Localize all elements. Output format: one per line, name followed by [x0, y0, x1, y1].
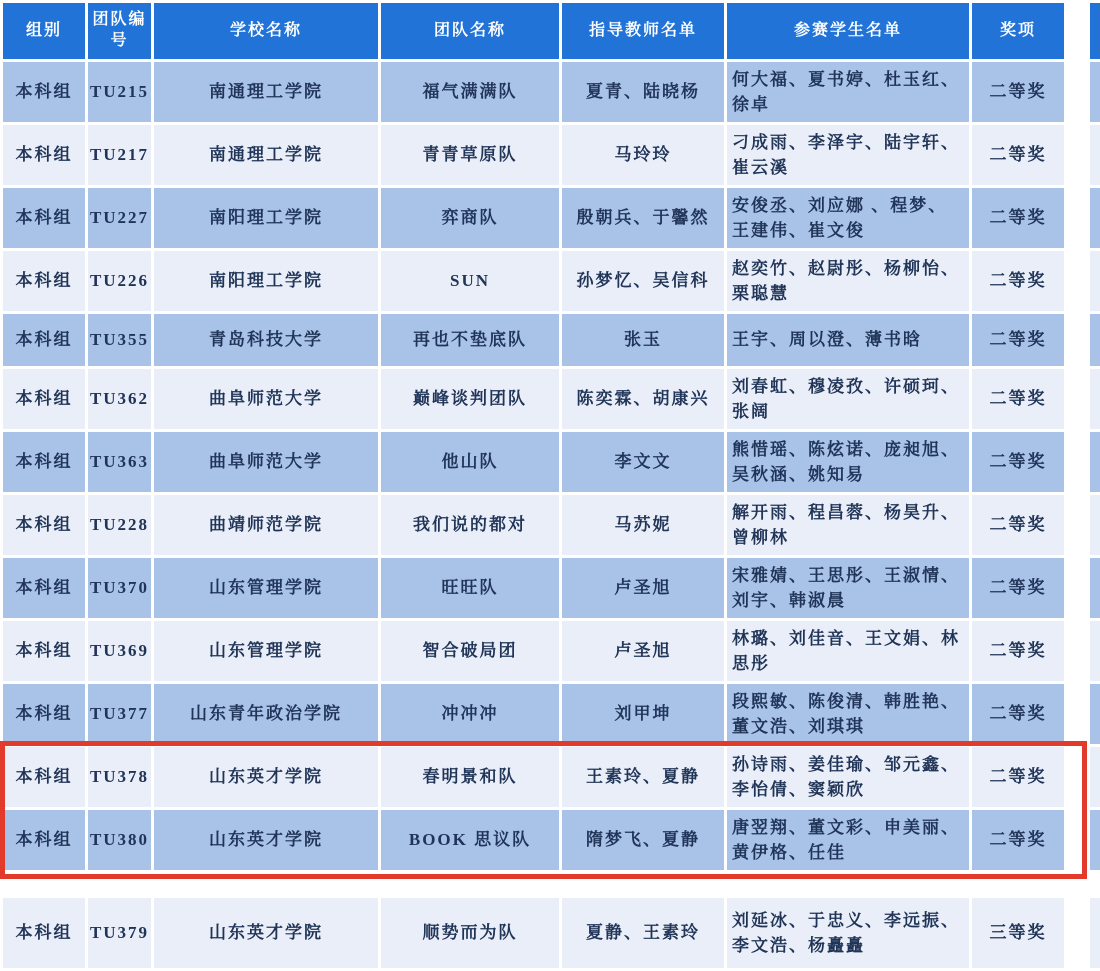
table-row	[3, 684, 1100, 744]
cropped-column-cell	[1090, 62, 1100, 122]
cell-award: 二等奖	[972, 251, 1064, 311]
cell-school: 南通理工学院	[154, 62, 378, 122]
cell-award: 二等奖	[972, 369, 1064, 429]
header-group: 组别	[3, 3, 85, 59]
cell-team-name: 再也不垫底队	[381, 314, 559, 366]
header-team-id: 团队编号	[88, 3, 151, 59]
row-spacer	[1067, 621, 1087, 681]
cell-group: 本科组	[3, 495, 85, 555]
header-team-name: 团队名称	[381, 3, 559, 59]
cell-school: 南阳理工学院	[154, 251, 378, 311]
header-students: 参赛学生名单	[727, 3, 969, 59]
table-row	[3, 188, 1100, 248]
header-spacer	[1067, 3, 1087, 59]
table-row	[3, 369, 1100, 429]
row-spacer	[1067, 898, 1087, 968]
row-spacer	[1067, 684, 1087, 744]
table-row	[3, 747, 1100, 807]
table-row	[3, 898, 1100, 968]
cell-students: 安俊丞、刘应娜 、程梦、王建伟、崔文俊	[727, 188, 969, 248]
cell-award: 二等奖	[972, 684, 1064, 744]
cell-school: 曲靖师范学院	[154, 495, 378, 555]
cell-students: 唐翌翔、董文彩、申美丽、黄伊格、任佳	[727, 810, 969, 870]
cell-team-name: 弈商队	[381, 188, 559, 248]
cropped-column-cell	[1090, 125, 1100, 185]
cell-students: 熊惜瑶、陈炫诺、庞昶旭、吴秋涵、姚知易	[727, 432, 969, 492]
row-spacer	[1067, 495, 1087, 555]
cell-award: 二等奖	[972, 314, 1064, 366]
cell-team-name: 巅峰谈判团队	[381, 369, 559, 429]
cell-students: 刘春虹、穆凌孜、许硕珂、张阔	[727, 369, 969, 429]
cell-team-id: TU378	[88, 747, 151, 807]
cell-students: 刘延冰、于忠义、李远振、李文浩、杨矗矗	[727, 898, 969, 968]
cell-team-id: TU369	[88, 621, 151, 681]
cell-team-name: BOOK 思议队	[381, 810, 559, 870]
table-row	[3, 251, 1100, 311]
cell-teachers: 夏青、陆晓杨	[562, 62, 724, 122]
cell-teachers: 马玲玲	[562, 125, 724, 185]
cell-school: 曲阜师范大学	[154, 369, 378, 429]
row-spacer	[1067, 314, 1087, 366]
cell-school: 山东英才学院	[154, 898, 378, 968]
cell-teachers: 孙梦忆、吴信科	[562, 251, 724, 311]
cropped-column-cell	[1090, 810, 1100, 870]
cell-team-name: 旺旺队	[381, 558, 559, 618]
cell-group: 本科组	[3, 898, 85, 968]
cell-school: 山东英才学院	[154, 747, 378, 807]
cell-students: 孙诗雨、姜佳瑜、邹元鑫、李怡倩、窦颖欣	[727, 747, 969, 807]
cell-team-id: TU228	[88, 495, 151, 555]
header-teachers: 指导教师名单	[562, 3, 724, 59]
table-row	[3, 432, 1100, 492]
cell-award: 二等奖	[972, 188, 1064, 248]
cell-group: 本科组	[3, 621, 85, 681]
cell-team-name: SUN	[381, 251, 559, 311]
cell-team-name: 我们说的都对	[381, 495, 559, 555]
cropped-column-cell	[1090, 747, 1100, 807]
cell-team-id: TU363	[88, 432, 151, 492]
cropped-column-cell	[1090, 369, 1100, 429]
cell-teachers: 卢圣旭	[562, 621, 724, 681]
cell-teachers: 张玉	[562, 314, 724, 366]
cell-group: 本科组	[3, 747, 85, 807]
table-row	[3, 62, 1100, 122]
table-row	[3, 810, 1100, 870]
cell-team-name: 青青草原队	[381, 125, 559, 185]
cell-teachers: 殷朝兵、于馨然	[562, 188, 724, 248]
row-spacer	[1067, 251, 1087, 311]
cropped-column-cell	[1090, 188, 1100, 248]
row-spacer	[1067, 62, 1087, 122]
table-row	[3, 314, 1100, 366]
row-spacer	[1067, 369, 1087, 429]
cell-students: 林璐、刘佳音、王文娟、林思彤	[727, 621, 969, 681]
cropped-column-cell	[1090, 621, 1100, 681]
cell-group: 本科组	[3, 369, 85, 429]
cropped-column-cell	[1090, 898, 1100, 968]
table-row	[3, 495, 1100, 555]
cell-award: 二等奖	[972, 125, 1064, 185]
cell-students: 段熙敏、陈俊清、韩胜艳、董文浩、刘琪琪	[727, 684, 969, 744]
cell-students: 解开雨、程昌蓉、杨昊升、曾柳林	[727, 495, 969, 555]
table-row	[3, 125, 1100, 185]
row-spacer	[1067, 432, 1087, 492]
cell-team-id: TU215	[88, 62, 151, 122]
row-spacer	[1067, 810, 1087, 870]
cell-team-id: TU362	[88, 369, 151, 429]
header-school: 学校名称	[154, 3, 378, 59]
cell-teachers: 李文文	[562, 432, 724, 492]
cell-award: 二等奖	[972, 62, 1064, 122]
cell-award: 二等奖	[972, 432, 1064, 492]
cell-award: 二等奖	[972, 810, 1064, 870]
cell-group: 本科组	[3, 188, 85, 248]
cell-team-id: TU379	[88, 898, 151, 968]
cell-team-name: 他山队	[381, 432, 559, 492]
cell-award: 二等奖	[972, 747, 1064, 807]
cell-award: 三等奖	[972, 898, 1064, 968]
cell-students: 何大福、夏书婷、杜玉红、徐卓	[727, 62, 969, 122]
header-cropped-column	[1090, 3, 1100, 59]
cell-group: 本科组	[3, 558, 85, 618]
cell-teachers: 王素玲、夏静	[562, 747, 724, 807]
row-spacer	[1067, 188, 1087, 248]
cell-team-name: 冲冲冲	[381, 684, 559, 744]
cell-teachers: 隋梦飞、夏静	[562, 810, 724, 870]
table-row	[3, 558, 1100, 618]
cell-school: 南通理工学院	[154, 125, 378, 185]
cell-students: 王宇、周以澄、薄书晗	[727, 314, 969, 366]
cell-group: 本科组	[3, 314, 85, 366]
cell-teachers: 刘甲坤	[562, 684, 724, 744]
cell-school: 曲阜师范大学	[154, 432, 378, 492]
cell-group: 本科组	[3, 62, 85, 122]
cropped-column-cell	[1090, 432, 1100, 492]
cell-team-id: TU377	[88, 684, 151, 744]
cell-team-name: 顺势而为队	[381, 898, 559, 968]
cell-school: 山东管理学院	[154, 621, 378, 681]
cell-students: 赵奕竹、赵尉彤、杨柳怡、栗聪慧	[727, 251, 969, 311]
cell-teachers: 马苏妮	[562, 495, 724, 555]
cell-team-id: TU370	[88, 558, 151, 618]
cropped-column-cell	[1090, 558, 1100, 618]
award-table-continued	[0, 895, 1100, 971]
cell-team-id: TU226	[88, 251, 151, 311]
cropped-column-cell	[1090, 495, 1100, 555]
table-row	[3, 621, 1100, 681]
row-spacer	[1067, 747, 1087, 807]
cell-team-name: 智合破局团	[381, 621, 559, 681]
cell-teachers: 夏静、王素玲	[562, 898, 724, 968]
cell-school: 南阳理工学院	[154, 188, 378, 248]
cell-team-name: 春明景和队	[381, 747, 559, 807]
cell-award: 二等奖	[972, 558, 1064, 618]
cell-school: 山东管理学院	[154, 558, 378, 618]
cell-students: 宋雅婧、王思彤、王淑情、刘宇、韩淑晨	[727, 558, 969, 618]
cell-team-id: TU217	[88, 125, 151, 185]
cell-award: 二等奖	[972, 621, 1064, 681]
cropped-column-cell	[1090, 684, 1100, 744]
cell-teachers: 陈奕霖、胡康兴	[562, 369, 724, 429]
cell-teachers: 卢圣旭	[562, 558, 724, 618]
cell-school: 青岛科技大学	[154, 314, 378, 366]
cell-award: 二等奖	[972, 495, 1064, 555]
cropped-column-cell	[1090, 314, 1100, 366]
cell-team-name: 福气满满队	[381, 62, 559, 122]
cell-group: 本科组	[3, 432, 85, 492]
header-row	[3, 3, 1100, 59]
cell-students: 刁成雨、李泽宇、陆宇轩、崔云溪	[727, 125, 969, 185]
cell-group: 本科组	[3, 684, 85, 744]
row-spacer	[1067, 125, 1087, 185]
cropped-column-cell	[1090, 251, 1100, 311]
cell-team-id: TU227	[88, 188, 151, 248]
cell-school: 山东英才学院	[154, 810, 378, 870]
cell-group: 本科组	[3, 810, 85, 870]
cell-group: 本科组	[3, 251, 85, 311]
header-award: 奖项	[972, 3, 1064, 59]
cell-team-id: TU355	[88, 314, 151, 366]
cell-school: 山东青年政治学院	[154, 684, 378, 744]
row-spacer	[1067, 558, 1087, 618]
cell-group: 本科组	[3, 125, 85, 185]
cell-team-id: TU380	[88, 810, 151, 870]
